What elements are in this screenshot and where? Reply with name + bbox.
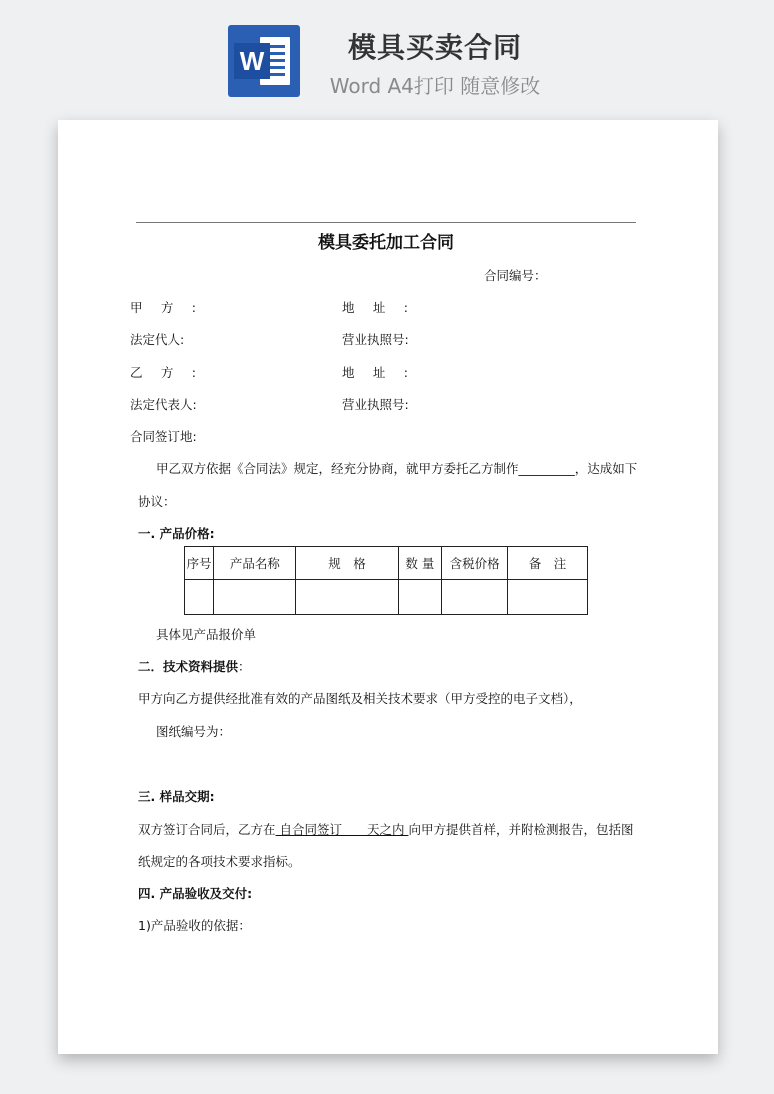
word-letter: W: [234, 43, 270, 79]
table-header-cell: 备 注: [507, 547, 587, 580]
banner-subtitle: Word A4打印 随意修改: [329, 74, 541, 98]
table-header-cell: 含税价格: [442, 547, 508, 580]
party-b-label: 乙方:: [130, 365, 196, 380]
section3-line1-end: 向甲方提供首样，并附检测报告，包括图: [408, 822, 634, 837]
banner-title: 模具买卖合同: [347, 31, 522, 64]
section3-line1-start: 双方签订合同后，乙方在: [138, 822, 276, 837]
party-b-address-label: 地址:: [342, 365, 408, 380]
header-rule: [136, 222, 636, 223]
table-header-cell: 规 格: [296, 547, 398, 580]
price-table: [184, 546, 588, 615]
table-header-cell: 数 量: [398, 547, 442, 580]
section1-title: 一. 产品价格:: [138, 526, 215, 541]
document-page: [58, 120, 718, 1054]
word-icon: [228, 25, 300, 97]
table-cell[interactable]: [507, 580, 587, 615]
table-note: 具体见产品报价单: [156, 627, 257, 642]
section2-colon: ：: [238, 659, 251, 674]
section4-title: 四. 产品验收及交付:: [138, 886, 253, 901]
legal-rep-a-label: 法定代人:: [130, 332, 185, 347]
license-b-label: 营业执照号:: [342, 397, 409, 412]
party-a-address-label: 地址:: [342, 300, 408, 315]
table-cell[interactable]: [296, 580, 398, 615]
section2-line2: 图纸编号为：: [156, 724, 232, 739]
section2-line1: 甲方向乙方提供经批准有效的产品图纸及相关技术要求（甲方受控的电子文档），: [138, 691, 582, 706]
party-a-label: 甲方:: [130, 300, 196, 315]
section3-deadline-field: 自合同签订 天之内: [275, 822, 409, 837]
section4-line1: 1)产品验收的依据：: [138, 918, 251, 933]
table-cell[interactable]: [185, 580, 214, 615]
license-a-label: 营业执照号:: [342, 332, 409, 347]
table-cell[interactable]: [214, 580, 296, 615]
table-header-row: [185, 547, 588, 580]
legal-rep-b-label: 法定代表人:: [130, 397, 197, 412]
section3-line2: 纸规定的各项技术要求指标。: [138, 854, 301, 869]
section2-title-line: [138, 657, 251, 675]
table-cell[interactable]: [442, 580, 508, 615]
table-row: [185, 580, 588, 615]
section3-title: 三. 样品交期:: [138, 789, 215, 804]
table-header-cell: 产品名称: [214, 547, 296, 580]
document-title: 模具委托加工合同: [318, 233, 454, 253]
intro-paragraph-line2: 协议：: [138, 494, 176, 509]
contract-number-label: 合同编号：: [484, 268, 547, 283]
table-header-cell: 序号: [185, 547, 214, 580]
banner: [0, 0, 774, 110]
table-cell[interactable]: [398, 580, 442, 615]
sign-place-label: 合同签订地:: [130, 429, 197, 444]
section2-title: 二．技术资料提供: [138, 659, 239, 674]
intro-paragraph-line1: 甲乙双方依据《合同法》规定，经充分协商，就甲方委托乙方制作_________，达成如下: [156, 461, 638, 476]
section3-line1: [138, 820, 633, 838]
